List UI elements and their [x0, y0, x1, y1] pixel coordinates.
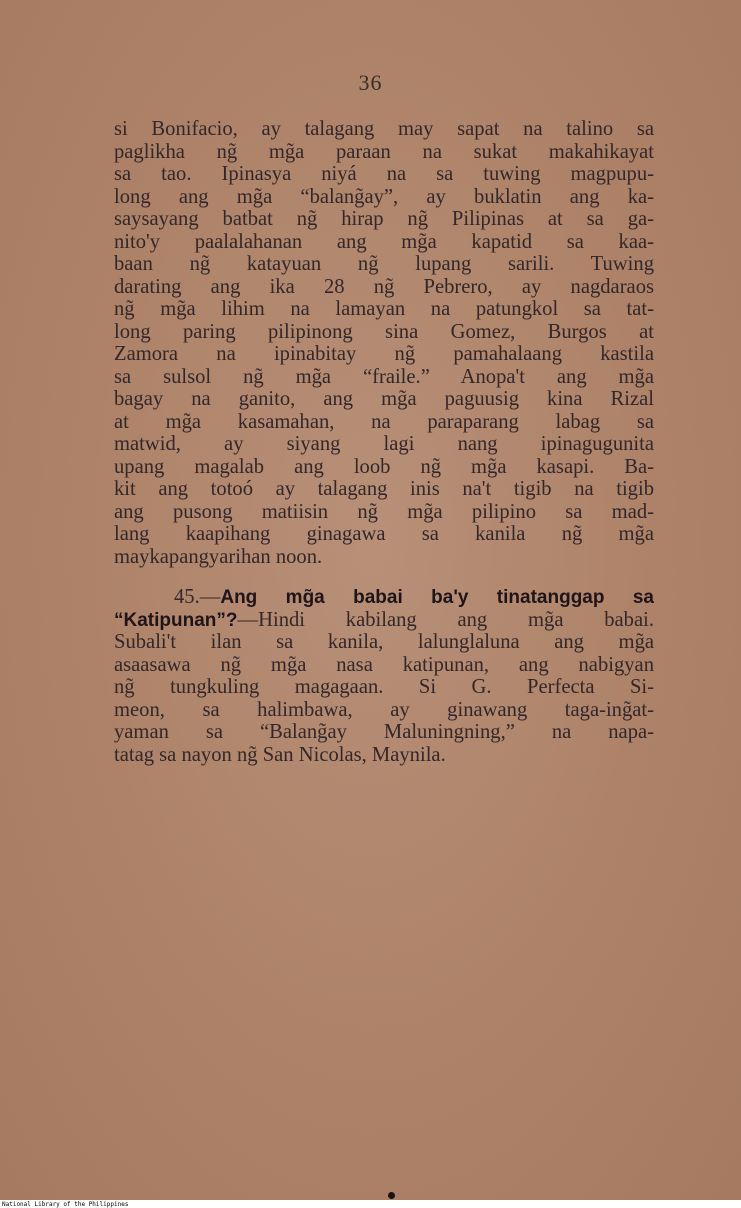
library-credit: National Library of the Philippines [2, 1201, 129, 1208]
paragraph-bonifacio [114, 118, 654, 568]
text-line: long ang mg̃a “balang̃ay”, ay buklatin ang ka- [114, 185, 654, 208]
ink-mark [388, 1192, 395, 1199]
text-line: sa sulsol ng̃ mg̃a “fraile.” Anopa't ang mg̃a [114, 365, 654, 388]
text-line: at mg̃a kasamahan, na paraparang labag sa [114, 410, 654, 433]
section-heading-continued: “Katipunan”? [114, 609, 238, 631]
text-line: tatag sa nayon ng̃ San Nicolas, Maynila. [114, 743, 446, 766]
text-line: paglikha ng̃ mg̃a paraan na sukat makahikayat [114, 140, 654, 163]
text-line: ang pusong matiisin ng̃ mg̃a pilipino sa mad- [114, 500, 654, 523]
text-line: upang magalab ang loob ng̃ mg̃a kasapi. Ba- [114, 455, 654, 478]
text-line: bagay na ganito, ang mg̃a paguusig kina Rizal [114, 388, 654, 410]
text-line: yaman sa “Balang̃ay Maluningning,” na napa- [114, 721, 654, 743]
section-dash: — [199, 586, 221, 608]
section-heading: Ang mg̃a babai ba'y tinatanggap sa [220, 587, 654, 608]
text-line: long paring pilipinong sina Gomez, Burgos at [114, 320, 654, 343]
text-line: darating ang ika 28 ng̃ Pebrero, ay nagdaraos [114, 275, 654, 298]
text-line: kit ang totoó ay talagang inis na't tigib na tigib [114, 478, 654, 500]
text-line: si Bonifacio, ay talagang may sapat na talino sa [114, 118, 654, 140]
text-line: matwid, ay siyang lagi nang ipinagugunita [114, 433, 654, 455]
page-number: 36 [358, 70, 383, 95]
text-line: lang kaapihang ginagawa sa kanila ng̃ mg̃a [114, 523, 654, 545]
text-line: meon, sa halimbawa, ay ginawang taga-ing̃at- [114, 698, 654, 721]
text-line: ng̃ tungkuling magagaan. Si G. Perfecta Si- [114, 676, 654, 698]
text-line: maykapangyarihan noon. [114, 545, 323, 568]
text-line: ng̃ mg̃a lihim na lamayan na patungkol sa tat- [114, 298, 654, 320]
section-answer-start: —Hindi kabilang ang mg̃a babai. [237, 608, 654, 631]
section-45 [114, 586, 654, 766]
section-number: 45. [174, 586, 200, 608]
text-line: Zamora na ipinabitay ng̃ pamahalaang kastila [114, 343, 654, 365]
section-heading-line [114, 586, 654, 609]
text-line: baan ng̃ katayuan ng̃ lupang sarili. Tuwing [114, 253, 654, 275]
section-heading-line-2 [114, 609, 654, 632]
text-line: Subali't ilan sa kanila, lalunglaluna ang mg̃a [114, 631, 654, 653]
text-line: nito'y paalalahanan ang mg̃a kapatid sa kaa- [114, 230, 654, 253]
text-line: asaasawa ng̃ mg̃a nasa katipunan, ang nabigyan [114, 653, 654, 676]
text-line: sa tao. Ipinasya niyá na sa tuwing magpupu- [114, 163, 654, 185]
text-line: saysayang batbat ng̃ hirap ng̃ Pilipinas at sa ga- [114, 208, 654, 230]
